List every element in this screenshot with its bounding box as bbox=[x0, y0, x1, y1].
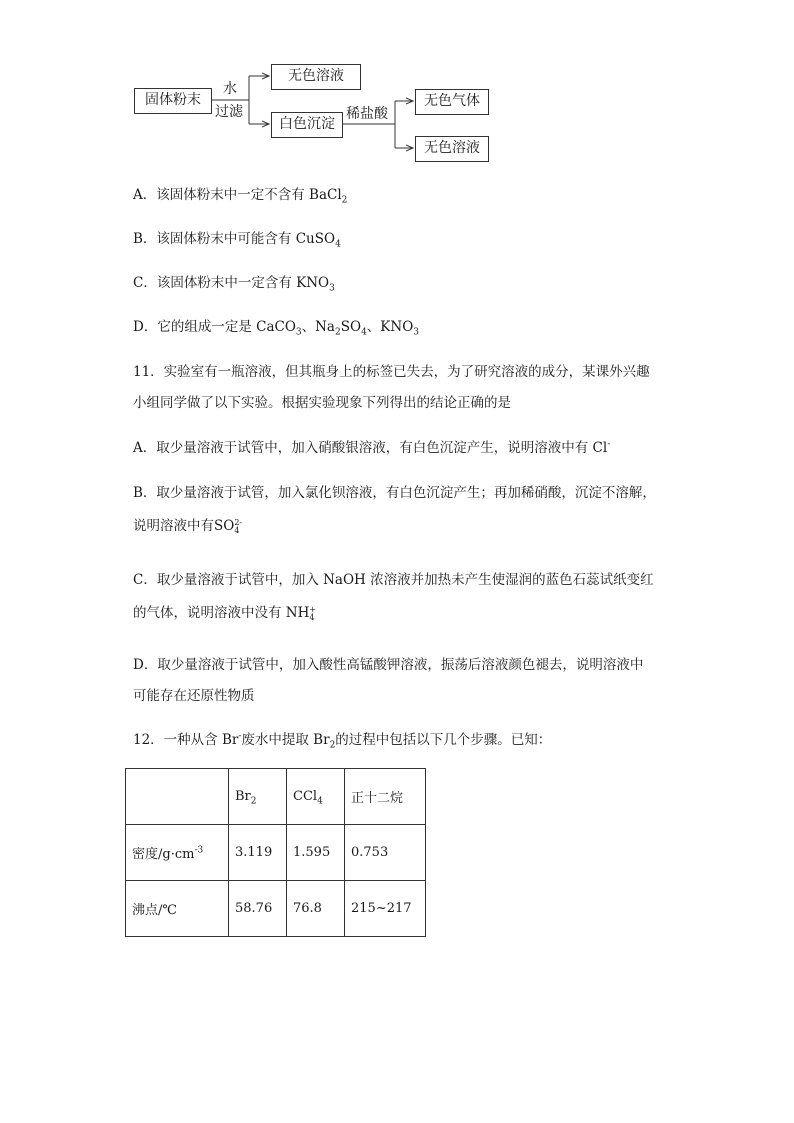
flow-box-colorless-gas: 无色气体 bbox=[415, 89, 489, 115]
q11-stem-line1: 11．实验室有一瓶溶液，但其瓶身上的标签已失去，为了研究溶液的成分，某课外兴趣 bbox=[133, 364, 650, 380]
table-header-cell: CCl$_4$ bbox=[287, 769, 345, 825]
table-cell: 58.76 bbox=[229, 881, 287, 937]
table-cell: 1.595 bbox=[287, 825, 345, 881]
q11-stem-line2: 小组同学做了以下实验。根据实验现象下列得出的结论正确的是 bbox=[133, 395, 511, 411]
table-header-cell: $Br_2$ bbox=[229, 769, 287, 825]
q12-stem: 12．一种从含 Br-废水中提取 $Br_2$的过程中包括以下几个步骤。已知： bbox=[133, 731, 552, 751]
flow-arrows bbox=[0, 0, 794, 170]
table-cell: 76.8 bbox=[287, 881, 345, 937]
flow-label-dilute-hcl: 稀盐酸 bbox=[346, 106, 388, 122]
q11-option-a: A．取少量溶液于试管中，加入硝酸银溶液，有白色沉淀产生，说明溶液中有 Cl- bbox=[133, 439, 611, 456]
flow-label-filter: 过滤 bbox=[215, 104, 243, 120]
properties-table bbox=[125, 768, 426, 937]
q11-option-c-line2: 的气体，说明溶液中没有 NH + 4 bbox=[133, 604, 317, 622]
table-row-label: 密度$/g\cdot cm^{-3}$ bbox=[126, 825, 229, 881]
q11-option-b-line2: 说明溶液中有SO 2- 4 bbox=[133, 517, 243, 535]
table-cell: 0.753 bbox=[345, 825, 426, 881]
table-row-label: 沸点/℃ bbox=[126, 881, 229, 937]
q11-option-d-line1: D．取少量溶液于试管中，加入酸性高锰酸钾溶液，振荡后溶液颜色褪去，说明溶液中 bbox=[133, 657, 644, 673]
flow-box-solid-powder: 固体粉末 bbox=[134, 88, 212, 114]
flow-label-water: 水 bbox=[223, 81, 237, 97]
q10-option-a: A．该固体粉末中一定不含有 BaCl$_2$ bbox=[133, 187, 348, 206]
flow-box-white-precipitate: 白色沉淀 bbox=[271, 112, 343, 138]
table-row bbox=[126, 881, 426, 937]
q11-option-c-line1: C．取少量溶液于试管中，加入 NaOH 浓溶液并加热未产生使湿润的蓝色石蕊试纸变红 bbox=[133, 572, 654, 588]
table-header-row bbox=[126, 769, 426, 825]
table-row bbox=[126, 825, 426, 881]
q10-option-c: C．该固体粉末中一定含有 $KNO_3$ bbox=[133, 275, 335, 294]
q11-option-d-line2: 可能存在还原性物质 bbox=[133, 688, 255, 704]
table-cell: 3.119 bbox=[229, 825, 287, 881]
q10-option-b: B．该固体粉末中可能含有 CuSO$_4$ bbox=[133, 231, 341, 250]
table-header-cell: 正十二烷 bbox=[345, 769, 426, 825]
table-header-cell-empty bbox=[126, 769, 229, 825]
flow-box-colorless-solution-2: 无色溶液 bbox=[415, 136, 489, 162]
flow-box-colorless-solution: 无色溶液 bbox=[271, 64, 361, 90]
table-cell: 215~217 bbox=[345, 881, 426, 937]
q10-option-d: D．它的组成一定是 CaCO$_3$、$Na_2SO_4$、$KNO_3$ bbox=[133, 319, 419, 338]
q11-option-b-line1: B．取少量溶液于试管，加入氯化钡溶液，有白色沉淀产生；再加稀硝酸，沉淀不溶解， bbox=[133, 485, 656, 501]
